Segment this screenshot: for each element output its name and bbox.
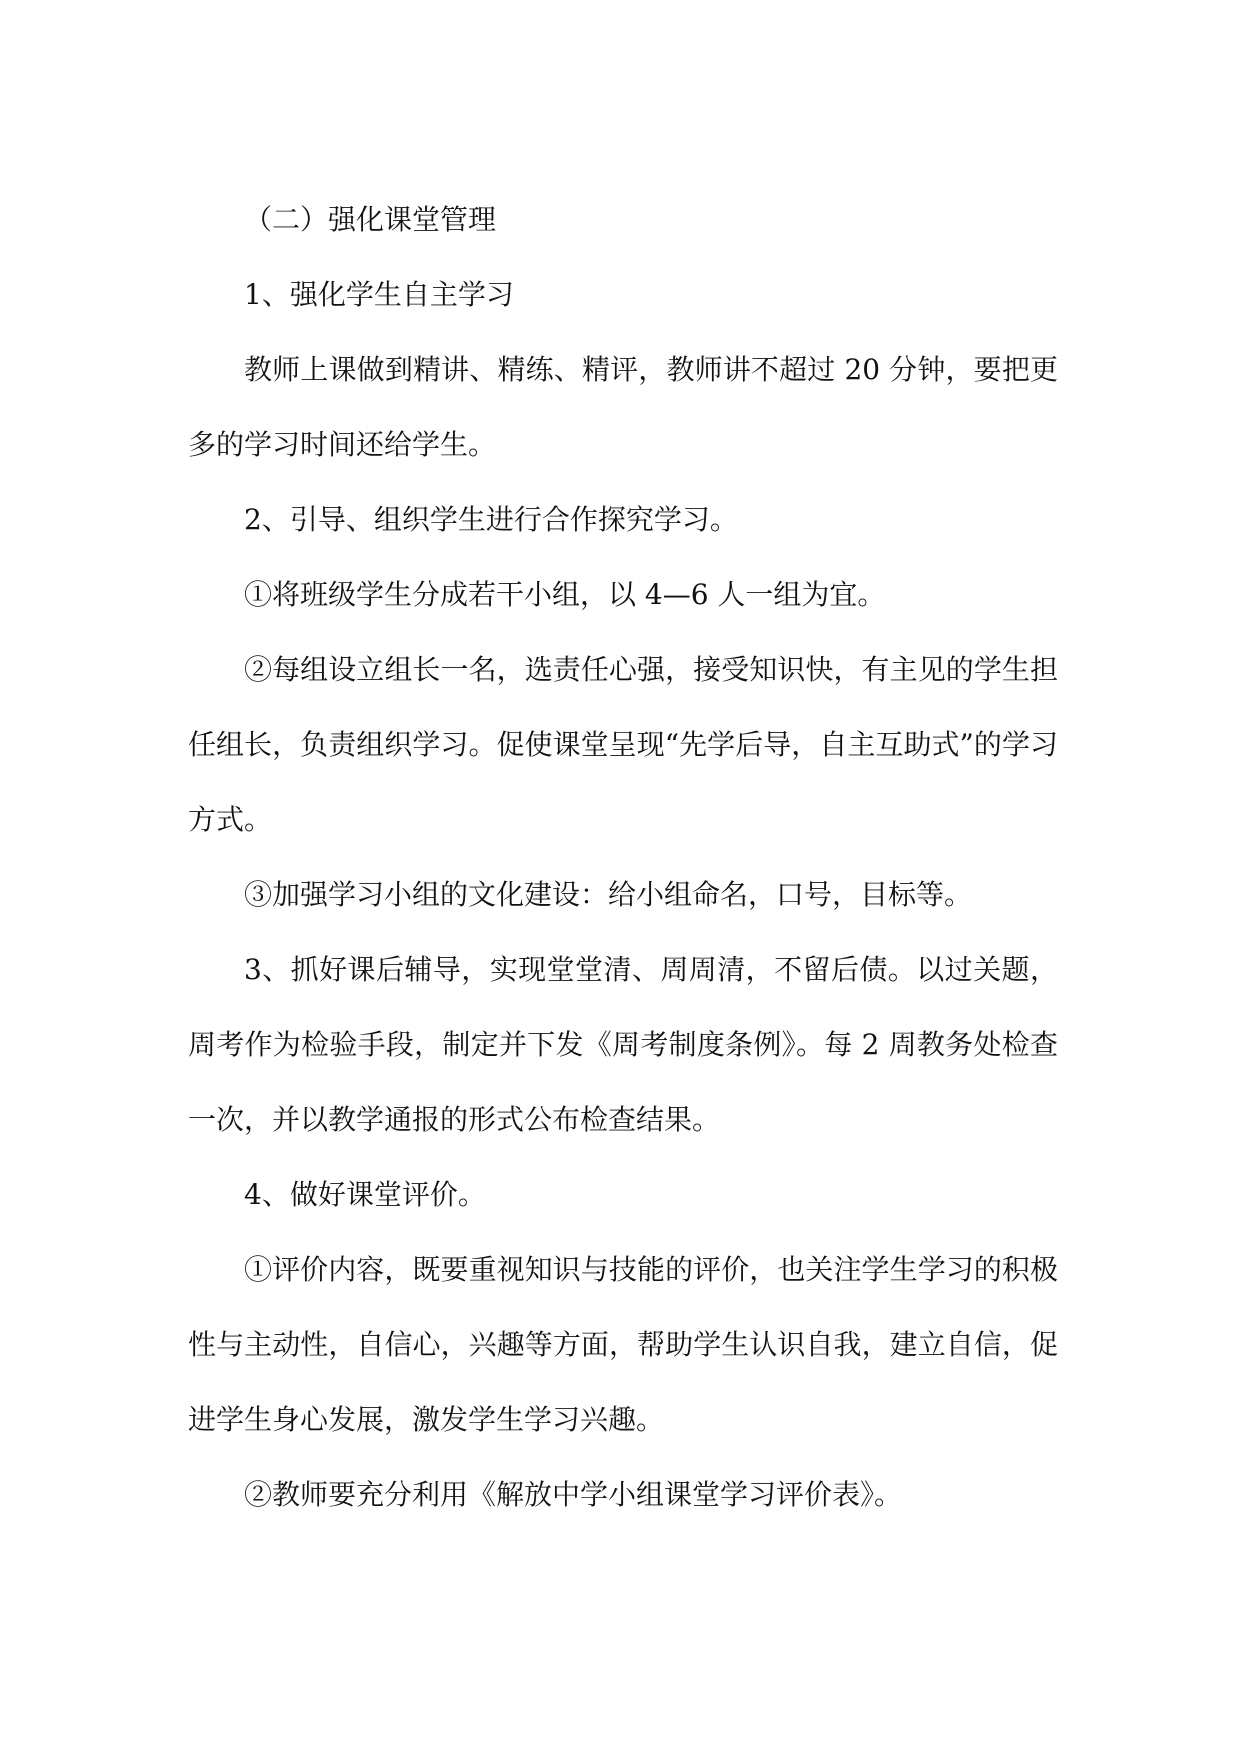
- list-item-evaluation-form: ②教师要充分利用《解放中学小组课堂学习评价表》。: [244, 1478, 903, 1511]
- section-heading: （二）强化课堂管理: [244, 203, 497, 236]
- list-item-evaluation-content: ①评价内容，既要重视知识与技能的评价，也关注学生学习的积极性与主动性，自信心，兴趣等方面，帮助学生认识自我，建立自信，促进学生身心发展，激发学生学习兴趣。: [188, 1253, 1058, 1436]
- list-item-group-size: ①将班级学生分成若干小组，以 4—6 人一组为宜。: [244, 578, 886, 611]
- subsection-heading-2: 2、引导、组织学生进行合作探究学习。: [244, 503, 738, 536]
- list-item-group-leader: ②每组设立组长一名，选责任心强，接受知识快，有主见的学生担任组长，负责组织学习。促使课堂呈现“先学后导，自主互助式”的学习方式。: [188, 653, 1058, 836]
- document-body: [188, 182, 1058, 1532]
- paragraph-teaching-time: 教师上课做到精讲、精练、精评，教师讲不超过 20 分钟，要把更多的学习时间还给学生。: [188, 353, 1058, 461]
- subsection-heading-1: 1、强化学生自主学习: [244, 278, 514, 311]
- subsection-heading-4: 4、做好课堂评价。: [244, 1178, 486, 1211]
- list-item-group-culture: ③加强学习小组的文化建设：给小组命名，口号，目标等。: [244, 878, 973, 911]
- paragraph-after-class-tutoring: 3、抓好课后辅导，实现堂堂清、周周清，不留后债。以过关题，周考作为检验手段，制定并下发《周考制度条例》。每 2 周教务处检查一次，并以教学通报的形式公布检查结果。: [188, 953, 1058, 1136]
